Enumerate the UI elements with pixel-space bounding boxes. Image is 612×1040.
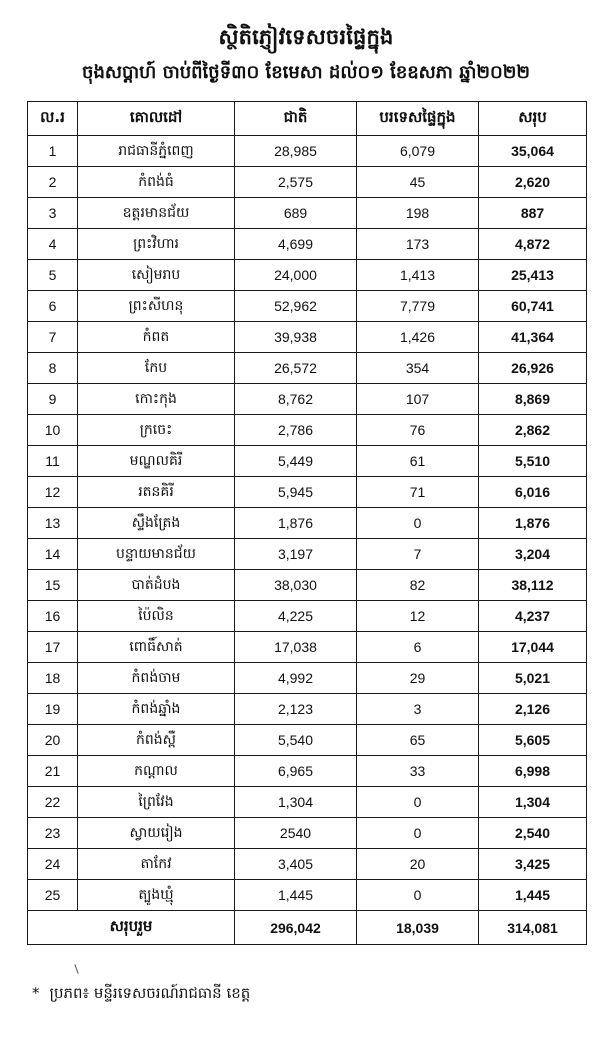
row-national: 5,945	[235, 477, 357, 508]
row-domestic-foreign: 6	[357, 632, 479, 663]
row-destination: សៀមរាប	[78, 260, 235, 291]
row-national: 4,699	[235, 229, 357, 260]
row-number: 22	[28, 787, 78, 818]
row-national: 52,962	[235, 291, 357, 322]
row-domestic-foreign: 61	[357, 446, 479, 477]
row-national: 17,038	[235, 632, 357, 663]
row-national: 39,938	[235, 322, 357, 353]
footnote-text: ប្រភព៖ មន្ទីរទេសចរណ៍រាជធានី ខេត្ត	[49, 984, 251, 1002]
row-number: 25	[28, 880, 78, 911]
row-total: 4,872	[479, 229, 587, 260]
table-row	[28, 663, 587, 694]
sum-row	[28, 911, 587, 945]
sum-foreign: 18,039	[357, 911, 479, 945]
row-number: 6	[28, 291, 78, 322]
row-number: 5	[28, 260, 78, 291]
row-domestic-foreign: 0	[357, 508, 479, 539]
footnote-asterisk: *	[32, 984, 40, 1002]
row-national: 24,000	[235, 260, 357, 291]
source-footnote	[32, 984, 250, 1006]
sum-label: សរុបរួម	[28, 911, 235, 945]
table-row	[28, 136, 587, 167]
row-number: 3	[28, 198, 78, 229]
row-total: 2,540	[479, 818, 587, 849]
header-row	[28, 102, 587, 136]
row-domestic-foreign: 6,079	[357, 136, 479, 167]
row-national: 3,197	[235, 539, 357, 570]
row-domestic-foreign: 354	[357, 353, 479, 384]
row-domestic-foreign: 0	[357, 880, 479, 911]
row-number: 1	[28, 136, 78, 167]
header-national: ជាតិ	[235, 102, 357, 136]
row-total: 2,862	[479, 415, 587, 446]
table-header	[28, 102, 587, 136]
row-domestic-foreign: 0	[357, 787, 479, 818]
row-domestic-foreign: 1,413	[357, 260, 479, 291]
document-subtitle: ចុងសប្ដាហ៍ ចាប់ពីថ្ងៃទី៣០ ខែមេសា ដល់០១ ខែឧសភា ឆ្នាំ២០២២	[82, 62, 530, 83]
row-national: 1,445	[235, 880, 357, 911]
row-number: 10	[28, 415, 78, 446]
row-domestic-foreign: 82	[357, 570, 479, 601]
table-row	[28, 260, 587, 291]
row-national: 5,449	[235, 446, 357, 477]
row-total: 6,016	[479, 477, 587, 508]
row-national: 6,965	[235, 756, 357, 787]
row-number: 15	[28, 570, 78, 601]
row-national: 5,540	[235, 725, 357, 756]
row-total: 1,876	[479, 508, 587, 539]
row-total: 26,926	[479, 353, 587, 384]
row-destination: ប៉ៃលិន	[78, 601, 235, 632]
row-total: 2,620	[479, 167, 587, 198]
row-total: 887	[479, 198, 587, 229]
row-domestic-foreign: 65	[357, 725, 479, 756]
row-total: 1,445	[479, 880, 587, 911]
row-total: 6,998	[479, 756, 587, 787]
row-total: 38,112	[479, 570, 587, 601]
tourist-statistics-table	[27, 101, 587, 945]
row-total: 60,741	[479, 291, 587, 322]
row-domestic-foreign: 7	[357, 539, 479, 570]
row-total: 35,064	[479, 136, 587, 167]
row-total: 4,237	[479, 601, 587, 632]
row-domestic-foreign: 7,779	[357, 291, 479, 322]
row-number: 20	[28, 725, 78, 756]
row-national: 2540	[235, 818, 357, 849]
row-number: 4	[28, 229, 78, 260]
table-row	[28, 818, 587, 849]
row-domestic-foreign: 20	[357, 849, 479, 880]
table-row	[28, 384, 587, 415]
table-row	[28, 694, 587, 725]
row-total: 8,869	[479, 384, 587, 415]
row-domestic-foreign: 107	[357, 384, 479, 415]
table-row	[28, 415, 587, 446]
table-row	[28, 508, 587, 539]
row-total: 25,413	[479, 260, 587, 291]
table-row	[28, 291, 587, 322]
row-national: 4,225	[235, 601, 357, 632]
row-number: 9	[28, 384, 78, 415]
row-destination: កំពង់ចាម	[78, 663, 235, 694]
row-destination: កោះកុង	[78, 384, 235, 415]
row-destination: ព្រៃវែង	[78, 787, 235, 818]
row-domestic-foreign: 76	[357, 415, 479, 446]
row-national: 4,992	[235, 663, 357, 694]
table-row	[28, 198, 587, 229]
row-number: 12	[28, 477, 78, 508]
row-destination: កំពង់ស្ពឺ	[78, 725, 235, 756]
row-national: 28,985	[235, 136, 357, 167]
row-national: 689	[235, 198, 357, 229]
row-destination: ស្វាយរៀង	[78, 818, 235, 849]
row-total: 5,605	[479, 725, 587, 756]
row-national: 38,030	[235, 570, 357, 601]
table-row	[28, 756, 587, 787]
table-row	[28, 353, 587, 384]
table-row	[28, 229, 587, 260]
row-destination: ត្បូងឃ្មុំ	[78, 880, 235, 911]
header-domestic-foreign: បរទេសផ្ទៃក្នុង	[357, 102, 479, 136]
row-destination: បាត់ដំបង	[78, 570, 235, 601]
row-domestic-foreign: 33	[357, 756, 479, 787]
document-title: ស្ថិតិភ្ញៀវទេសចរផ្ទៃក្នុង	[218, 25, 394, 49]
row-number: 24	[28, 849, 78, 880]
row-destination: ឧត្តរមានជ័យ	[78, 198, 235, 229]
row-destination: តាកែវ	[78, 849, 235, 880]
table-row	[28, 570, 587, 601]
row-destination: ពោធិ៍សាត់	[78, 632, 235, 663]
table-body	[28, 136, 587, 911]
row-national: 2,123	[235, 694, 357, 725]
row-destination: រាជធានីភ្នំពេញ	[78, 136, 235, 167]
row-number: 17	[28, 632, 78, 663]
row-national: 2,575	[235, 167, 357, 198]
row-national: 1,876	[235, 508, 357, 539]
row-destination: ស្ទឹងត្រែង	[78, 508, 235, 539]
table-row	[28, 322, 587, 353]
table-row	[28, 167, 587, 198]
table-row	[28, 632, 587, 663]
row-destination: កែប	[78, 353, 235, 384]
row-domestic-foreign: 0	[357, 818, 479, 849]
table-row	[28, 849, 587, 880]
row-number: 8	[28, 353, 78, 384]
row-number: 21	[28, 756, 78, 787]
row-destination: រតនគិរី	[78, 477, 235, 508]
row-destination: បន្ទាយមានជ័យ	[78, 539, 235, 570]
row-total: 3,425	[479, 849, 587, 880]
row-domestic-foreign: 12	[357, 601, 479, 632]
row-total: 2,126	[479, 694, 587, 725]
table-row	[28, 477, 587, 508]
row-national: 8,762	[235, 384, 357, 415]
row-national: 2,786	[235, 415, 357, 446]
row-destination: កណ្ដាល	[78, 756, 235, 787]
row-number: 16	[28, 601, 78, 632]
row-destination: កំពង់ធំ	[78, 167, 235, 198]
row-domestic-foreign: 29	[357, 663, 479, 694]
row-domestic-foreign: 198	[357, 198, 479, 229]
row-destination: កំពង់ឆ្នាំង	[78, 694, 235, 725]
table-row	[28, 446, 587, 477]
row-total: 1,304	[479, 787, 587, 818]
sum-total: 314,081	[479, 911, 587, 945]
row-destination: កំពត	[78, 322, 235, 353]
row-number: 7	[28, 322, 78, 353]
row-number: 2	[28, 167, 78, 198]
table-row	[28, 787, 587, 818]
header-total: សរុប	[479, 102, 587, 136]
row-destination: ក្រចេះ	[78, 415, 235, 446]
row-national: 3,405	[235, 849, 357, 880]
table-footer	[28, 911, 587, 945]
table-row	[28, 601, 587, 632]
row-number: 14	[28, 539, 78, 570]
row-number: 13	[28, 508, 78, 539]
row-number: 11	[28, 446, 78, 477]
row-domestic-foreign: 173	[357, 229, 479, 260]
table-row	[28, 539, 587, 570]
row-domestic-foreign: 1,426	[357, 322, 479, 353]
row-total: 3,204	[479, 539, 587, 570]
row-national: 1,304	[235, 787, 357, 818]
pen-mark	[74, 964, 78, 974]
row-total: 5,510	[479, 446, 587, 477]
row-domestic-foreign: 3	[357, 694, 479, 725]
header-destination: គោលដៅ	[78, 102, 235, 136]
row-domestic-foreign: 45	[357, 167, 479, 198]
row-national: 26,572	[235, 353, 357, 384]
row-destination: ព្រះវិហារ	[78, 229, 235, 260]
table-row	[28, 880, 587, 911]
row-number: 23	[28, 818, 78, 849]
row-total: 5,021	[479, 663, 587, 694]
header-no: ល.រ	[28, 102, 78, 136]
row-destination: មណ្ឌលគិរី	[78, 446, 235, 477]
row-total: 41,364	[479, 322, 587, 353]
row-destination: ព្រះសីហនុ	[78, 291, 235, 322]
row-total: 17,044	[479, 632, 587, 663]
row-domestic-foreign: 71	[357, 477, 479, 508]
sum-national: 296,042	[235, 911, 357, 945]
row-number: 18	[28, 663, 78, 694]
row-number: 19	[28, 694, 78, 725]
table-row	[28, 725, 587, 756]
